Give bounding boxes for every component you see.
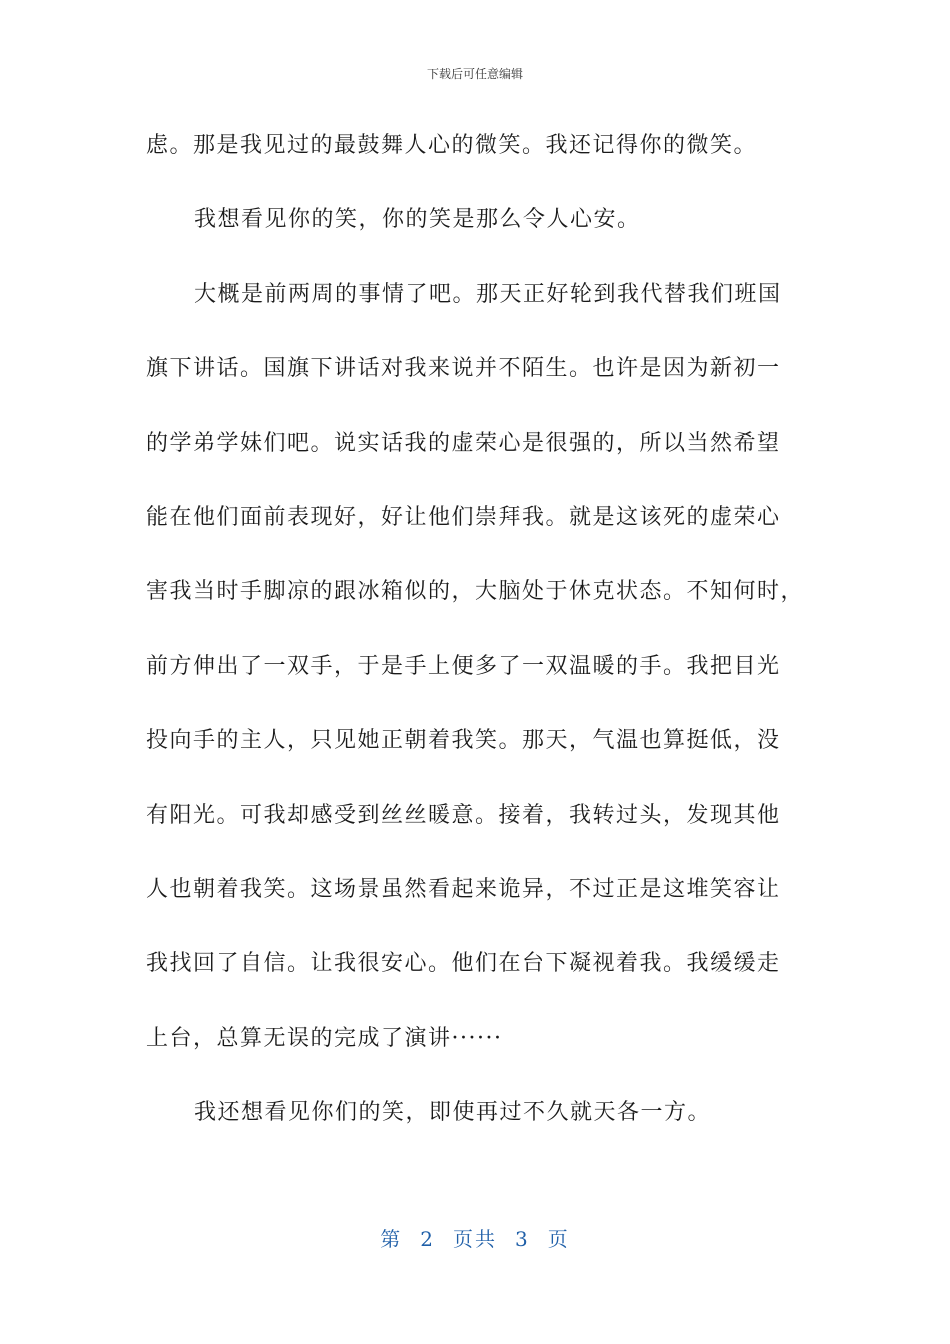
document-body — [146, 122, 806, 1163]
text-line: 人也朝着我笑。这场景虽然看起来诡异，不过正是这堆笑容让 — [146, 876, 781, 902]
text-line: 前方伸出了一双手，于是手上便多了一双温暖的手。我把目光 — [146, 653, 781, 679]
text-line: 投向手的主人，只见她正朝着我笑。那天，气温也算挺低，没 — [146, 728, 781, 754]
text-line: 虑。那是我见过的最鼓舞人心的微笑。我还记得你的微笑。 — [146, 133, 758, 158]
text-line: 我还想看见你们的笑，即使再过不久就天各一方。 — [194, 1100, 712, 1126]
text-line: 大概是前两周的事情了吧。那天正好轮到我代替我们班国 — [194, 281, 782, 307]
page-header-note: 下载后可任意编辑 — [426, 67, 523, 81]
text-line: 的学弟学妹们吧。说实话我的虚荣心是很强的，所以当然希望 — [146, 430, 781, 456]
text-line: 我找回了自信。让我很安心。他们在台下凝视着我。我缓缓走 — [146, 951, 781, 977]
page-number-footer — [0, 1226, 950, 1252]
current-page-number: 2 — [420, 1227, 435, 1251]
footer-prefix: 第 — [380, 1227, 403, 1251]
total-page-count: 3 — [515, 1227, 530, 1251]
text-line: 害我当时手脚凉的跟冰箱似的，大脑处于休克状态。不知何时， — [146, 579, 805, 605]
text-line: 能在他们面前表现好，好让他们崇拜我。就是这该死的虚荣心 — [146, 504, 781, 530]
text-line: 有阳光。可我却感受到丝丝暖意。接着，我转过头，发现其他 — [146, 802, 781, 828]
footer-suffix: 页 — [547, 1227, 570, 1251]
text-line: 上台，总算无误的完成了演讲······ — [146, 1025, 503, 1051]
text-line: 我想看见你的笑，你的笑是那么令人心安。 — [194, 207, 641, 233]
text-line: 旗下讲话。国旗下讲话对我来说并不陌生。也许是因为新初一 — [146, 356, 781, 382]
footer-middle: 页共 — [453, 1227, 497, 1251]
